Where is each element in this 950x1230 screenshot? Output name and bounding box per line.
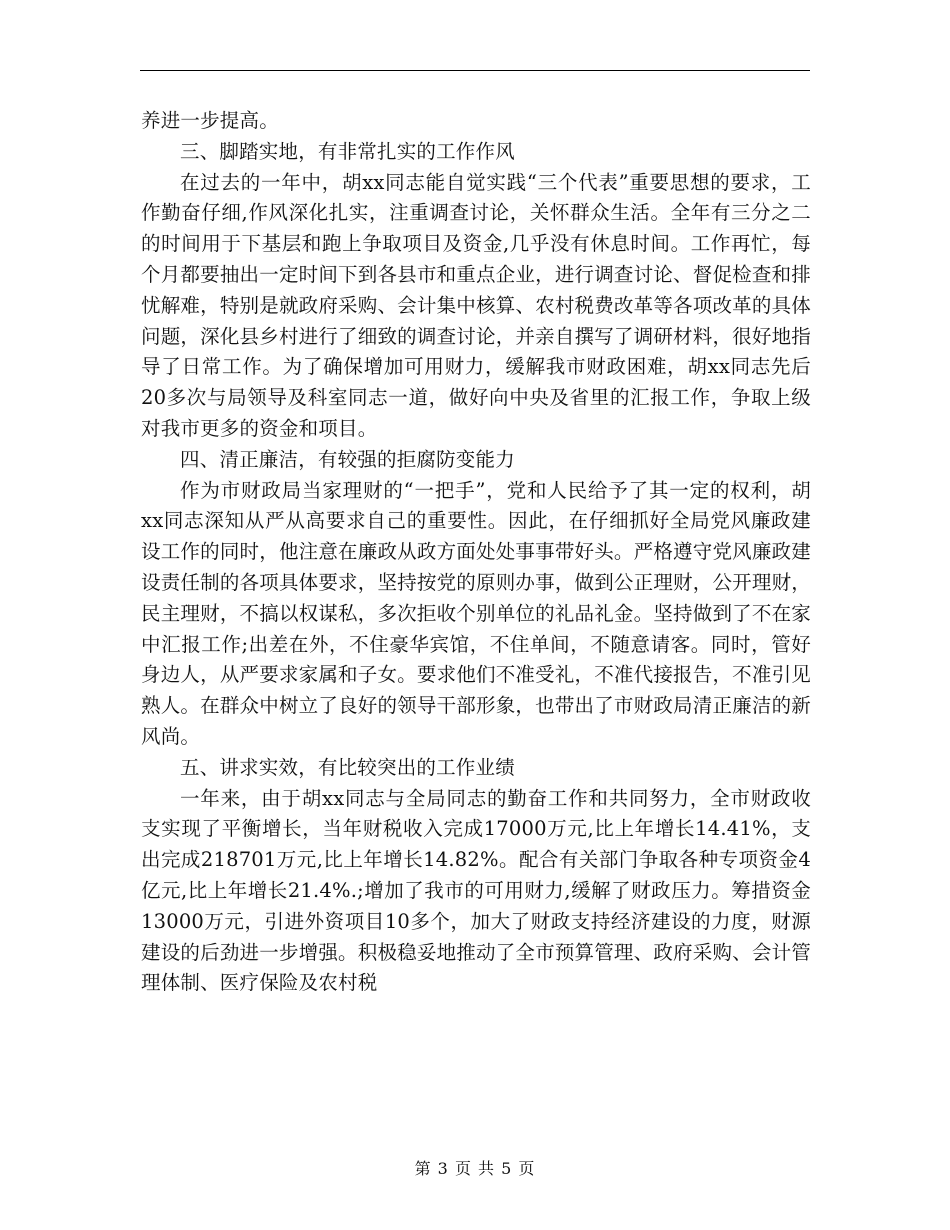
section-heading-5: 五、讲求实效，有比较突出的工作业绩	[180, 755, 515, 779]
document-body	[141, 106, 811, 999]
section-heading-3: 三、脚踏实地，有非常扎实的工作作风	[180, 139, 515, 163]
paragraph-3: 作为市财政局当家理财的“一把手”，党和人民给予了其一定的权利，胡xx同志深知从严从高要求自己的重要性。因此，在仔细抓好全局党风廉政建设工作的同时，他注意在廉政从政方面处处事事带好头。严格遵守党风廉政建设责任制的各项具体要求，坚持按党的原则办事，做到公正理财，公开理财，民主理财，不搞以权谋私，多次拒收个别单位的礼品礼金。坚持做到了不在家中汇报工作;出差在外，不住豪华宾馆，不住单间，不随意请客。同时，管好身边人，从严要求家属和子女。要求他们不准受礼，不准代接报告，不准引见熟人。在群众中树立了良好的领导干部形象，也带出了市财政局清正廉洁的新风尚。	[141, 478, 811, 748]
section-heading-4: 四、清正廉洁，有较强的拒腐防变能力	[180, 447, 515, 471]
page-footer: 第 3 页 共 5 页	[414, 1159, 536, 1178]
paragraph-2: 在过去的一年中，胡xx同志能自觉实践“三个代表”重要思想的要求，工作勤奋仔细,作风深化扎实，注重调查讨论，关怀群众生活。全年有三分之二的时间用于下基层和跑上争取项目及资金,几乎没有休息时间。工作再忙，每个月都要抽出一定时间下到各县市和重点企业，进行调查讨论、督促检查和排忧解难，特别是就政府采购、会计集中核算、农村税费改革等各项改革的具体问题，深化县乡村进行了细致的调查讨论，并亲自撰写了调研材料，很好地指导了日常工作。为了确保增加可用财力，缓解我市财政困难，胡xx同志先后20多次与局领导及科室同志一道，做好向中央及省里的汇报工作，争取上级对我市更多的资金和项目。	[141, 170, 811, 440]
paragraph-4: 一年来，由于胡xx同志与全局同志的勤奋工作和共同努力，全市财政收支实现了平衡增长，当年财税收入完成17000万元,比上年增长14.41%，支出完成218701万元,比上年增长14.82%。配合有关部门争取各种专项资金4亿元,比上年增长21.4%.;增加了我市的可用财力,缓解了财政压力。筹措资金13000万元，引进外资项目10多个，加大了财政支持经济建设的力度，财源建设的后劲进一步增强。积极稳妥地推动了全市预算管理、政府采购、会计管理体制、医疗保险及农村税	[141, 786, 811, 995]
header-rule	[140, 70, 810, 71]
paragraph-1: 养进一步提高。	[141, 109, 279, 132]
